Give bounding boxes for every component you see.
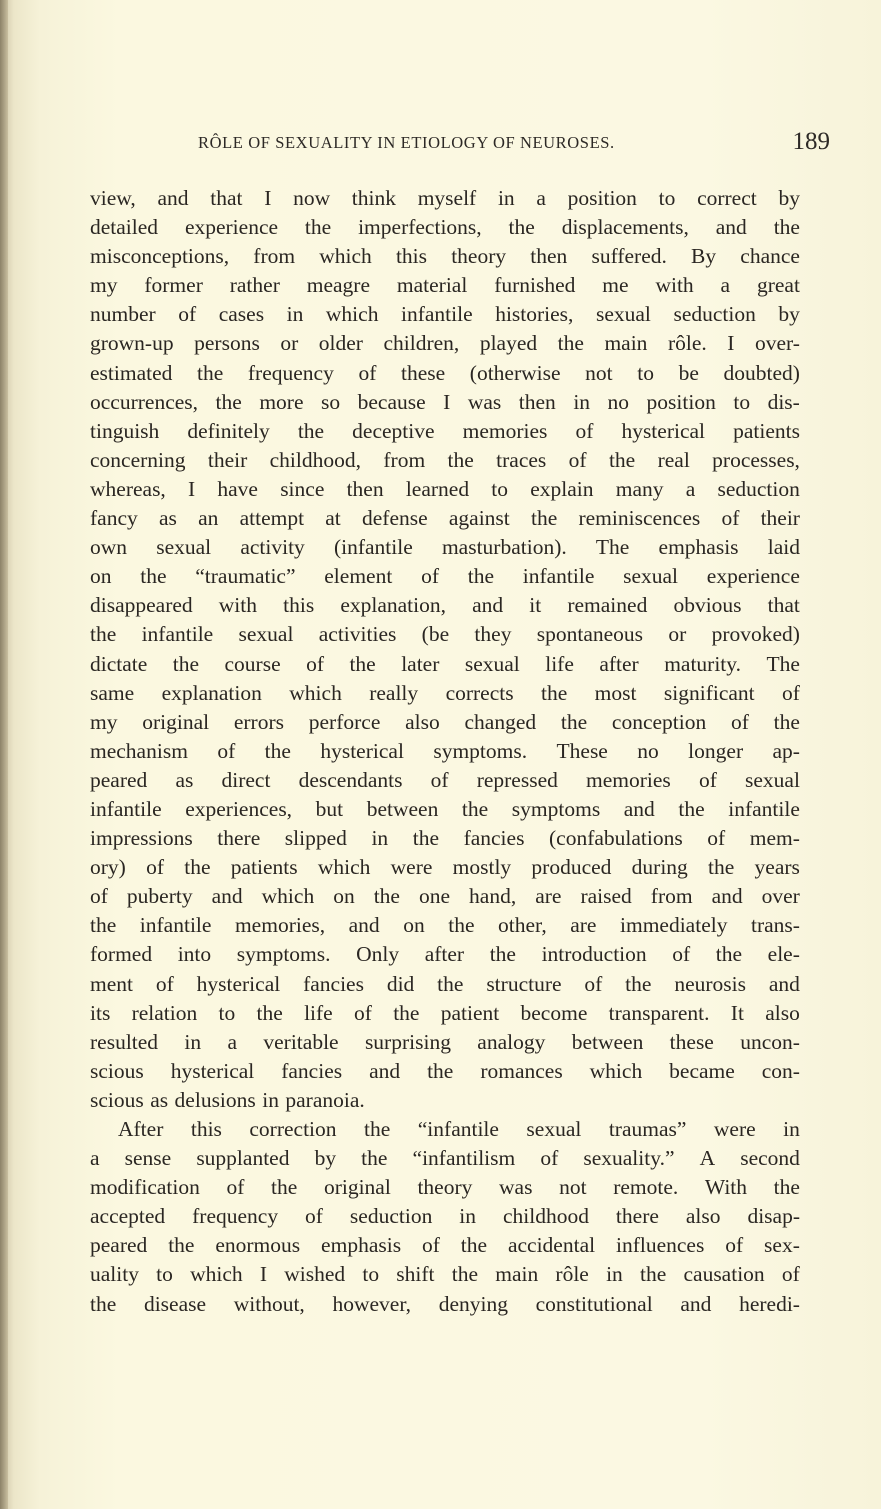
text-line: formed into symptoms. Only after the introduction of the ele- (90, 942, 800, 967)
text-line: its relation to the life of the patient become transparent. It also (90, 1000, 800, 1025)
running-header (198, 128, 830, 158)
text-line: same explanation which really corrects the most significant of (90, 680, 800, 705)
text-line: whereas, I have since then learned to explain many a seduction (90, 476, 800, 501)
text-line: ory) of the patients which were mostly produced during the years (90, 855, 800, 880)
text-line: misconceptions, from which this theory then suffered. By chance (90, 244, 800, 269)
text-line: accepted frequency of seduction in childhood there also disap- (90, 1204, 800, 1229)
text-line: the infantile memories, and on the other, are immediately trans- (90, 913, 800, 938)
text-line: After this correction the “infantile sexual traumas” were in (118, 1117, 800, 1141)
body-text (90, 184, 800, 1319)
text-line: mechanism of the hysterical symptoms. These no longer ap- (90, 738, 800, 763)
text-line: of puberty and which on the one hand, are raised from and over (90, 884, 800, 909)
text-line: infantile experiences, but between the symptoms and the infantile (90, 796, 800, 821)
text-line: dictate the course of the later sexual life after maturity. The (90, 651, 800, 676)
text-line: the infantile sexual activities (be they spontaneous or provoked) (90, 622, 800, 647)
text-line: occurrences, the more so because I was then in no position to dis- (90, 389, 800, 414)
text-line: peared the enormous emphasis of the accidental influences of sex- (90, 1233, 800, 1258)
text-line: my original errors perforce also changed the conception of the (90, 709, 800, 734)
text-line: own sexual activity (infantile masturbation). The emphasis laid (90, 535, 800, 560)
text-line: number of cases in which infantile histories, sexual seduction by (90, 302, 800, 327)
text-line: ment of hysterical fancies did the structure of the neurosis and (90, 971, 800, 996)
text-line: peared as direct descendants of repressed memories of sexual (90, 767, 800, 792)
text-line: scious hysterical fancies and the romances which became con- (90, 1058, 800, 1083)
text-line: scious as delusions in paranoia. (90, 1087, 365, 1112)
text-line: modification of the original theory was not remote. With the (90, 1175, 800, 1200)
text-line: the disease without, however, denying constitutional and heredi- (90, 1291, 800, 1316)
text-line: a sense supplanted by the “infantilism of sexuality.” A second (90, 1146, 800, 1171)
text-line: resulted in a veritable surprising analogy between these uncon- (90, 1029, 800, 1054)
text-line: on the “traumatic” element of the infantile sexual experience (90, 564, 800, 589)
text-line: disappeared with this explanation, and it remained obvious that (90, 593, 800, 618)
text-line: uality to which I wished to shift the main rôle in the causation of (90, 1262, 800, 1287)
text-line: tinguish definitely the deceptive memories of hysterical patients (90, 418, 800, 443)
text-line: estimated the frequency of these (otherwise not to be doubted) (90, 360, 800, 385)
running-title: RÔLE OF SEXUALITY IN ETIOLOGY OF NEUROSES. (198, 133, 615, 152)
text-line: detailed experience the imperfections, the displacements, and the (90, 215, 800, 240)
text-line: fancy as an attempt at defense against the reminiscences of their (90, 506, 800, 531)
page-number: 189 (792, 128, 830, 155)
text-line: grown-up persons or older children, played the main rôle. I over- (90, 331, 800, 356)
text-line: my former rather meagre material furnished me with a great (90, 273, 800, 298)
text-line: concerning their childhood, from the traces of the real processes, (90, 447, 800, 472)
text-line: impressions there slipped in the fancies (confabulations of mem- (90, 826, 800, 851)
page-binding-edge (0, 0, 8, 1509)
text-line: view, and that I now think myself in a position to correct by (90, 186, 800, 210)
